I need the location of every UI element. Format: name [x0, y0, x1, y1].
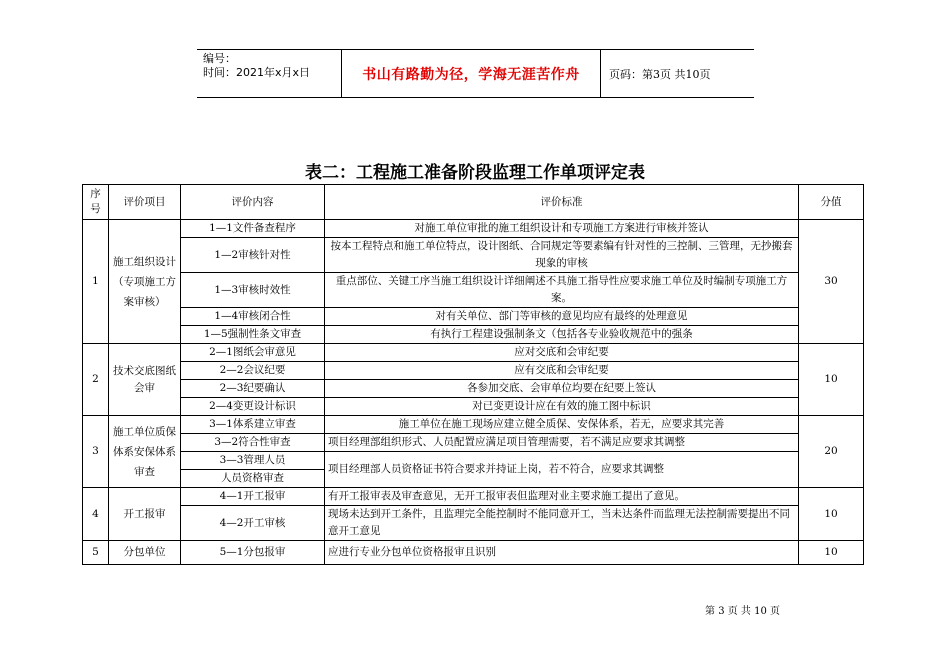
content-cell: 3—2符合性审查 [181, 434, 325, 452]
seq-cell: 5 [83, 541, 109, 565]
content-cell: 人员资格审查 [181, 470, 325, 488]
standard-cell: 重点部位、关键工序当施工组织设计详细阐述不具施工指导性应要求施工单位及时编制专项施工方案。 [325, 273, 799, 308]
header-meta [197, 50, 342, 97]
standard-cell: 现场未达到开工条件，且监理完全能控制时不能同意开工，当未达条件而监理无法控制需要提出不同意开工意见 [325, 506, 799, 541]
item-cell: 技术交底图纸会审 [109, 344, 181, 416]
header-seq: 序号 [83, 185, 109, 220]
item-cell: 施工组织设计（专项施工方案审核） [109, 220, 181, 344]
score-cell: 10 [799, 541, 864, 565]
table-row [83, 238, 864, 273]
standard-cell: 应对交底和会审纪要 [325, 344, 799, 362]
item-cell: 开工报审 [109, 488, 181, 541]
table-row [83, 452, 864, 470]
score-cell: 20 [799, 416, 864, 488]
table-row [83, 273, 864, 308]
content-cell: 1—4审核闭合性 [181, 308, 325, 326]
seq-cell: 3 [83, 416, 109, 488]
header-score: 分值 [799, 185, 864, 220]
seq-cell: 1 [83, 220, 109, 344]
score-cell: 30 [799, 220, 864, 344]
table-row [83, 434, 864, 452]
standard-cell: 施工单位在施工现场应建立健全质保、安保体系，若无，应要求其完善 [325, 416, 799, 434]
content-cell: 2—1图纸会审意见 [181, 344, 325, 362]
seq-cell: 4 [83, 488, 109, 541]
header-content: 评价内容 [181, 185, 325, 220]
content-cell: 1—3审核时效性 [181, 273, 325, 308]
table-row [83, 344, 864, 362]
page-header [197, 49, 754, 98]
standard-cell: 应进行专业分包单位资格报审且识别 [325, 541, 799, 565]
table-row [83, 308, 864, 326]
evaluation-table [82, 184, 864, 565]
standard-cell: 有开工报审表及审查意见，无开工报审表但监理对业主要求施工提出了意见。 [325, 488, 799, 506]
standard-cell: 项目经理部组织形式、人员配置应满足项目管理需要，若不满足应要求其调整 [325, 434, 799, 452]
standard-cell: 有执行工程建设强制条文（包括各专业验收规范中的强条 [325, 326, 799, 344]
content-cell: 2—2会议纪要 [181, 362, 325, 380]
table-title: 表二：工程施工准备阶段监理工作单项评定表 [305, 163, 645, 183]
content-cell: 3—1体系建立审查 [181, 416, 325, 434]
content-cell: 4—2开工审核 [181, 506, 325, 541]
standard-cell: 各参加交底、会审单位均要在纪要上签认 [325, 380, 799, 398]
number-label: 编号： [203, 52, 236, 65]
content-cell: 2—4变更设计标识 [181, 398, 325, 416]
header-item: 评价项目 [109, 185, 181, 220]
content-cell: 5—1分包报审 [181, 541, 325, 565]
content-cell: 1—1文件备查程序 [181, 220, 325, 238]
content-cell: 4—1开工报审 [181, 488, 325, 506]
content-cell: 1—2审核针对性 [181, 238, 325, 273]
content-cell: 2—3纪要确认 [181, 380, 325, 398]
header-standard: 评价标准 [325, 185, 799, 220]
time-label: 时间：2021年x月x日 [203, 66, 311, 79]
table-row [83, 326, 864, 344]
standard-cell: 对有关单位、部门等审核的意见均应有最终的处理意见 [325, 308, 799, 326]
standard-cell: 按本工程特点和施工单位特点，设计图纸、合同规定等要素编有针对性的三控制、三管理，无抄搬套现象的审核 [325, 238, 799, 273]
table-row [83, 380, 864, 398]
table-row [83, 488, 864, 506]
header-motto: 书山有路勤为径，学海无涯苦作舟 [342, 50, 601, 97]
table-row [83, 398, 864, 416]
standard-cell: 项目经理部人员资格证书符合要求并持证上岗，若不符合，应要求其调整 [325, 452, 799, 488]
page-footer: 第 3 页 共 10 页 [705, 606, 780, 617]
score-cell: 10 [799, 488, 864, 541]
content-cell: 3—3管理人员 [181, 452, 325, 470]
item-cell: 分包单位 [109, 541, 181, 565]
content-cell: 1—5强制性条文审查 [181, 326, 325, 344]
score-cell: 10 [799, 344, 864, 416]
standard-cell: 对已变更设计应在有效的施工图中标识 [325, 398, 799, 416]
table-row [83, 220, 864, 238]
table-row [83, 541, 864, 565]
header-row [83, 185, 864, 220]
standard-cell: 对施工单位审批的施工组织设计和专项施工方案进行审核并签认 [325, 220, 799, 238]
standard-cell: 应有交底和会审纪要 [325, 362, 799, 380]
table-row [83, 362, 864, 380]
table-row [83, 506, 864, 541]
item-cell: 施工单位质保体系安保体系审查 [109, 416, 181, 488]
seq-cell: 2 [83, 344, 109, 416]
header-page-code: 页码：第3页 共10页 [609, 67, 711, 81]
table-row [83, 416, 864, 434]
